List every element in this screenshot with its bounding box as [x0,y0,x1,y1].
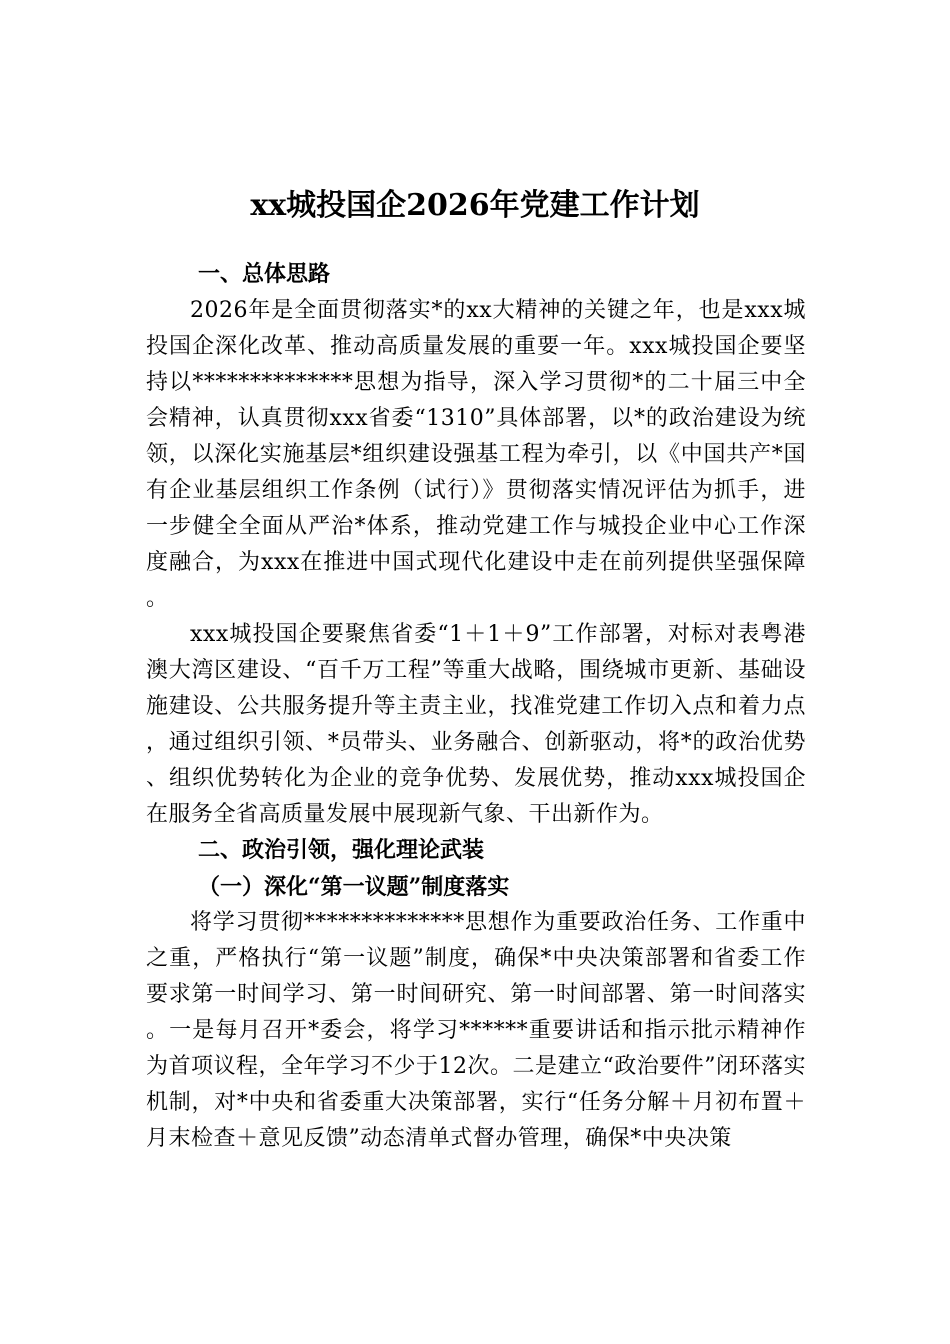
subsection-heading-first-agenda: （一）深化“第一议题”制度落实 [198,874,510,900]
body-paragraph: 2026年是全面贯彻落实*的xx大精神的关键之年，也是xxx城投国企深化改革、推动高质量发展的重要一年。xxx城投国企要坚持以**************思想为指导，深入学习贯彻*的二十届三中全会精神，认真贯彻xxx省委“1310”具体部署，以*的政治建设为统领，以深化实施基层*组织建设强基工程为牵引，以《中国共产*国有企业基层组织工作条例（试行）》贯彻落实情况评估为抓手，进一步健全全面从严治*体系，推动党建工作与城投企业中心工作深度融合，为xxx在推进中国式现代化建设中走在前列提供坚强保障。 [146,298,806,611]
body-paragraph: 将学习贯彻**************思想作为重要政治任务、工作重中之重，严格执行“第一议题”制度，确保*中央决策部署和省委工作要求第一时间学习、第一时间研究、第一时间部署、第一时间落实。一是每月召开*委会，将学习******重要讲话和指示批示精神作为首项议程，全年学习不少于12次。二是建立“政治要件”闭环落实机制，对*中央和省委重大决策部署，实行“任务分解＋月初布置＋月末检查＋意见反馈”动态清单式督办管理，确保*中央决策 [146,910,806,1151]
document-body [146,257,806,1157]
section-heading-political-leadership: 二、政治引领，强化理论武装 [198,838,485,863]
section-heading-overall-approach: 一、总体思路 [198,262,331,287]
document-title: xx城投国企2026年党建工作计划 [250,188,700,224]
body-paragraph: xxx城投国企要聚焦省委“1＋1＋9”工作部署，对标对表粤港澳大湾区建设、“百千万工程”等重大战略，围绕城市更新、基础设施建设、公共服务提升等主责主业，找准党建工作切入点和着力点，通过组织引领、*员带头、业务融合、创新驱动，将*的政治优势、组织优势转化为企业的竞争优势、发展优势，推动xxx城投国企在服务全省高质量发展中展现新气象、干出新作为。 [146,622,806,827]
